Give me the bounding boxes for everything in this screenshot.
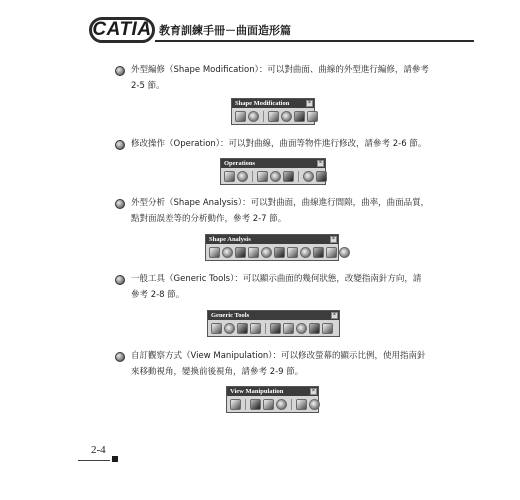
toolbar-shape-modification[interactable]	[231, 98, 315, 125]
concatenate-icon[interactable]	[283, 171, 294, 182]
close-icon[interactable]: ×	[307, 100, 312, 106]
description-line: 一般工具（Generic Tools）：可以顯示曲面的幾何狀態，改變指南針方向，請	[131, 274, 422, 284]
snap-icon[interactable]	[235, 111, 246, 122]
toolbar-title: Shape Analysis	[209, 236, 251, 243]
bullet-icon	[115, 199, 125, 209]
page-header	[89, 13, 474, 47]
close-icon[interactable]: ×	[331, 236, 336, 242]
untrim-icon[interactable]	[270, 171, 281, 182]
description-line: 2-5 節。	[131, 81, 165, 91]
isophotes-icon[interactable]	[313, 247, 324, 258]
description-line: 來移動視角，變換前後視角，請參考 2-9 節。	[131, 367, 304, 377]
toolbar-title-bar[interactable]	[221, 159, 325, 168]
toolbar-operations[interactable]	[220, 158, 326, 185]
toolbar-title: View Manipulation	[230, 388, 284, 395]
toolbar-icons	[227, 396, 318, 412]
toolbar-title-bar[interactable]	[206, 235, 338, 244]
highlight-lines-icon[interactable]	[287, 247, 298, 258]
compass-icon[interactable]	[270, 323, 281, 334]
close-icon[interactable]: ×	[318, 160, 323, 166]
mapping-icon[interactable]	[300, 247, 311, 258]
porcupine-icon[interactable]	[235, 247, 246, 258]
distance-analysis-icon[interactable]	[222, 247, 233, 258]
axis-icon[interactable]	[296, 323, 307, 334]
environment-icon[interactable]	[339, 247, 350, 258]
next-view-icon[interactable]	[309, 399, 320, 410]
split-icon[interactable]	[237, 171, 248, 182]
toolbar-separator	[265, 323, 266, 334]
morph-icon[interactable]	[248, 111, 259, 122]
break-icon[interactable]	[257, 171, 268, 182]
extrapolate-icon[interactable]	[268, 111, 279, 122]
page-number: 2-4	[91, 444, 106, 456]
quick-compass-icon[interactable]	[283, 323, 294, 334]
toolbar-title: Generic Tools	[211, 312, 250, 319]
description-line: 參考 2-8 節。	[131, 290, 185, 300]
toolbar-separator	[263, 111, 264, 122]
translate-icon[interactable]	[316, 171, 327, 182]
toolbar-icons	[232, 108, 314, 124]
toolbar-icons	[208, 320, 339, 336]
parameters-icon[interactable]	[224, 323, 235, 334]
footer-square-icon	[112, 456, 118, 462]
toolbar-separator	[252, 171, 253, 182]
update-icon[interactable]	[211, 323, 222, 334]
bullet-icon	[115, 140, 125, 150]
match-surface-icon[interactable]	[294, 111, 305, 122]
toolbar-generic-tools[interactable]	[207, 310, 340, 337]
header-rule	[155, 40, 474, 42]
zoom-icon[interactable]	[250, 399, 261, 410]
cutting-planes-icon[interactable]	[248, 247, 259, 258]
description-line: 修改操作（Operation）：可以對曲線，曲面等物件進行修改，請參考 2-6 節。	[131, 139, 427, 149]
description-line: 點對面誤差等的分析動作，參考 2-7 節。	[131, 214, 287, 224]
connect-checker-icon[interactable]	[209, 247, 220, 258]
toolbar-separator	[298, 171, 299, 182]
logo-text: CATIA	[92, 19, 152, 40]
description-line: 外型編修（Shape Modification）：可以對曲面、曲線的外型進行編修，請參考	[131, 65, 429, 75]
toolbar-title-bar[interactable]	[227, 387, 318, 396]
rotate-view-icon[interactable]	[263, 399, 274, 410]
close-icon[interactable]: ×	[311, 388, 316, 394]
toolbar-title-bar[interactable]	[208, 311, 339, 320]
apply-material-icon[interactable]	[322, 323, 333, 334]
header-subtitle: 教育訓練手冊－曲面造形篇	[159, 24, 291, 37]
bullet-icon	[115, 66, 125, 76]
query-icon[interactable]	[250, 323, 261, 334]
join-icon[interactable]	[224, 171, 235, 182]
item-description	[131, 348, 431, 380]
description-line: 外型分析（Shape Analysis）：可以對曲面，曲線進行間隙，曲率，曲面品質，	[131, 198, 430, 208]
bullet-icon	[115, 275, 125, 285]
toolbar-icons	[206, 244, 338, 260]
curvature-analysis-icon[interactable]	[326, 247, 337, 258]
footer-rule	[78, 460, 110, 461]
toolbar-icons	[221, 168, 325, 184]
toolbar-title-bar[interactable]	[232, 99, 314, 108]
control-points-icon[interactable]	[281, 111, 292, 122]
reflection-lines-icon[interactable]	[261, 247, 272, 258]
description-line: 自訂觀察方式（View Manipulation）：可以修改螢幕的顯示比例，使用指南針	[131, 351, 426, 361]
fill-icon[interactable]	[307, 111, 318, 122]
toolbar-separator	[291, 399, 292, 410]
toolbar-shape-analysis[interactable]	[205, 234, 339, 261]
item-description	[131, 271, 431, 303]
item-description	[131, 136, 431, 152]
toolbar-separator	[245, 399, 246, 410]
compass-view-icon[interactable]	[276, 399, 287, 410]
item-description	[131, 62, 431, 94]
catia-logo	[89, 17, 155, 43]
view-window-icon[interactable]	[230, 399, 241, 410]
toolbar-title: Shape Modification	[235, 100, 290, 107]
toolbar-view-manipulation[interactable]	[226, 386, 319, 413]
dimension-icon[interactable]	[309, 323, 320, 334]
geometry-info-icon[interactable]	[237, 323, 248, 334]
item-description	[131, 195, 431, 227]
previous-view-icon[interactable]	[296, 399, 307, 410]
bullet-icon	[115, 352, 125, 362]
fillet-icon[interactable]	[303, 171, 314, 182]
toolbar-title: Operations	[224, 160, 256, 167]
close-icon[interactable]: ×	[332, 312, 337, 318]
inflection-lines-icon[interactable]	[274, 247, 285, 258]
